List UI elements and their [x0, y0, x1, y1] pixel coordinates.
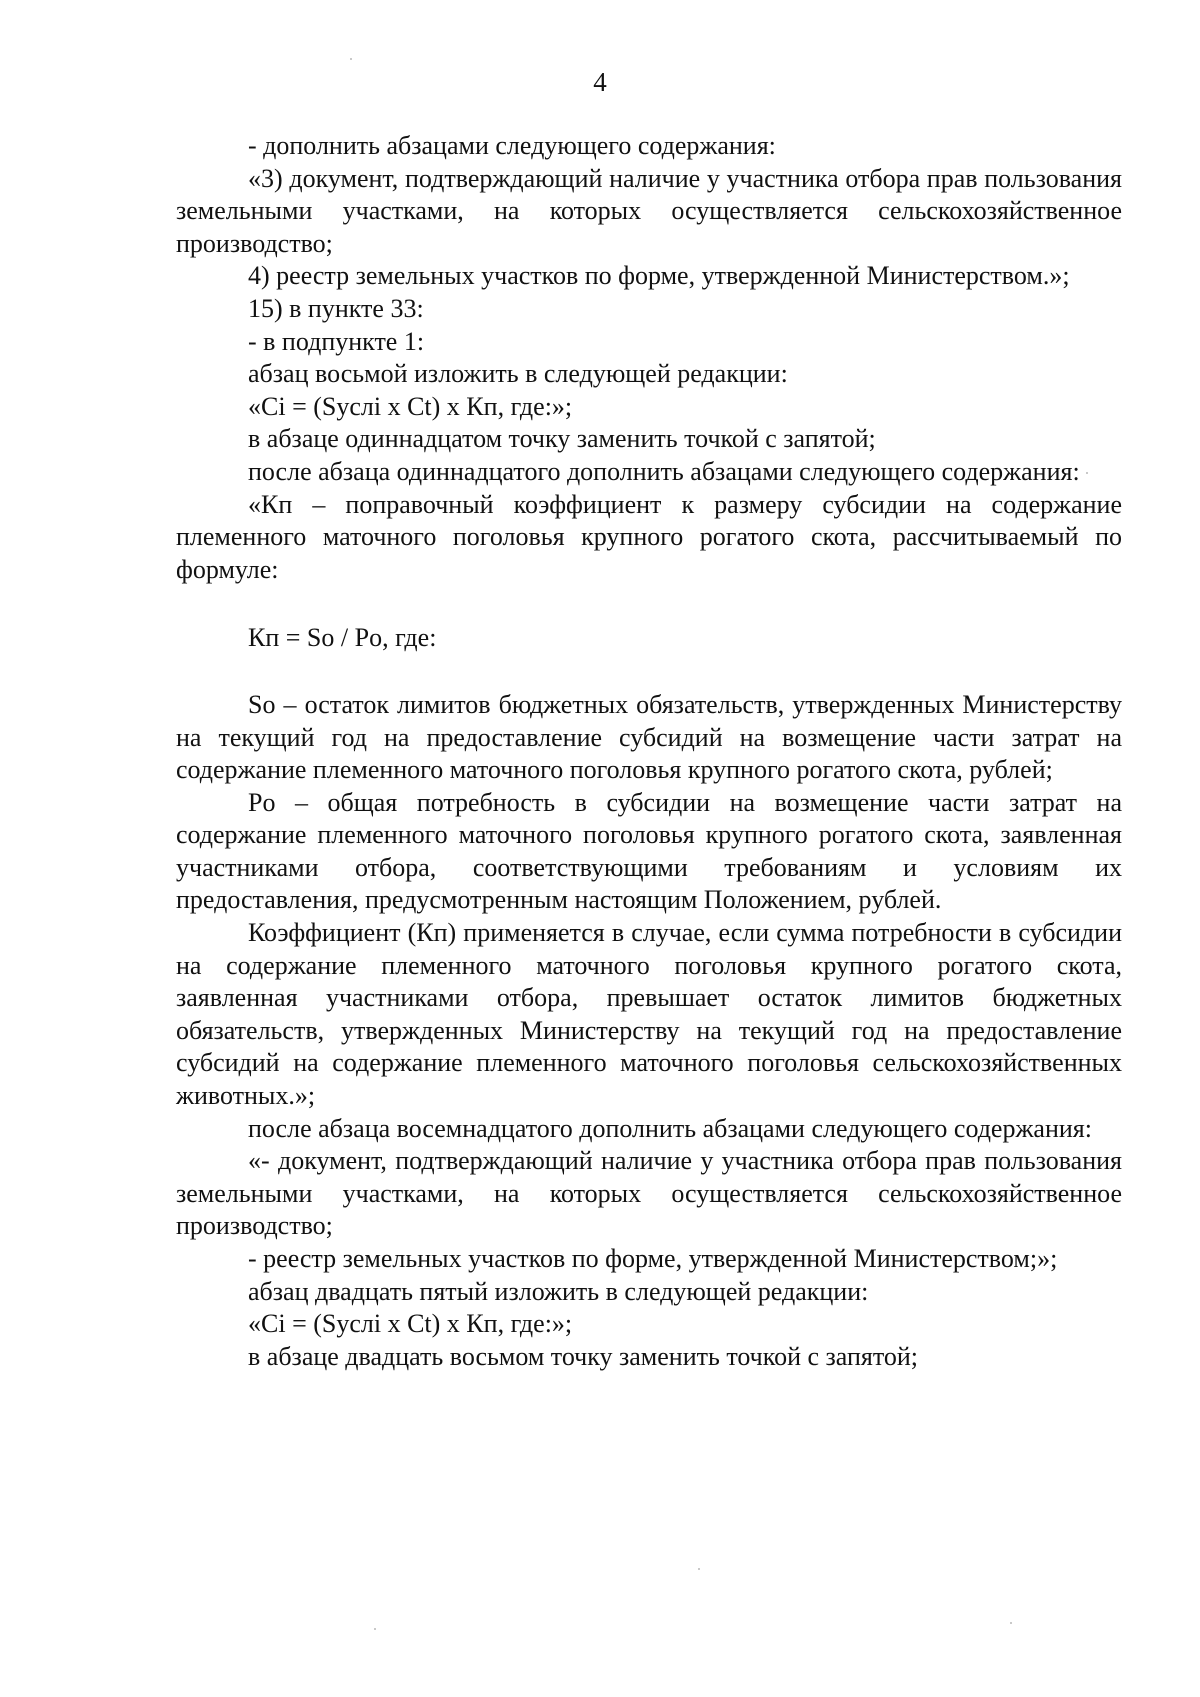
paragraph-eighth-abzac: абзац восьмой изложить в следующей редакции: [248, 359, 788, 389]
scan-speck [698, 1568, 700, 1570]
paragraph-po-definition: Po – общая потребность в субсидии на возмещение части затрат на содержание племенного маточного поголовья крупного рогатого скота, заявленная участниками отбора, соответствующими требованиям и условиям их предоставления, предусмотренным настоящим Положением, рублей. [176, 787, 1122, 915]
paragraph-formula-ci-2: «Ci = (Sуслi x Ct) x Кп, где:»; [248, 1309, 573, 1339]
paragraph-formula-ci: «Ci = (Sуслi x Ct) x Кп, где:»; [248, 391, 573, 421]
paragraph-subpoint-1: - в подпункте 1: [248, 326, 425, 356]
paragraph-twenty-eighth-abzac: в абзаце двадцать восьмом точку заменить точкой с запятой; [248, 1341, 919, 1371]
paragraph-intro: - дополнить абзацами следующего содержания: [248, 131, 776, 160]
paragraph-after-eighteenth: после абзаца восемнадцатого дополнить абзацами следующего содержания: [248, 1113, 1092, 1143]
paragraph-item-4: 4) реестр земельных участков по форме, утвержденной Министерством.»; [248, 261, 1070, 291]
scan-speck [374, 1628, 376, 1630]
paragraph-after-eleventh: после абзаца одиннадцатого дополнить абзацами следующего содержания: [248, 456, 1080, 486]
paragraph-item-3: «3) документ, подтверждающий наличие у участника отбора прав пользования земельными участками, на которых осуществляется сельскохозяйственное производство; [176, 163, 1122, 258]
scan-speck [1010, 1622, 1012, 1624]
paragraph-so-definition: So – остаток лимитов бюджетных обязательств, утвержденных Министерству на текущий год на предоставление субсидий на возмещение части затрат на содержание племенного маточного поголовья крупного рогатого скота, рублей; [176, 689, 1122, 785]
page-number: 4 [593, 67, 607, 97]
paragraph-registry-item: - реестр земельных участков по форме, утвержденной Министерством;»; [248, 1244, 1058, 1273]
paragraph-point-15: 15) в пункте 33: [248, 293, 424, 323]
paragraph-kp-application: Коэффициент (Кп) применяется в случае, если сумма потребности в субсидии на содержание племенного маточного поголовья крупного рогатого скота, заявленная участниками отбора, превышает остаток лимитов бюджетных обязательств, утвержденных Министерству на текущий год на предоставление субсидий на содержание племенного маточного поголовья сельскохозяйственных животных.»; [176, 918, 1122, 1111]
document-body [176, 130, 1122, 1373]
paragraph-document-item: «- документ, подтверждающий наличие у участника отбора прав пользования земельными участками, на которых осуществляется сельскохозяйственное производство; [176, 1146, 1122, 1241]
scan-speck [350, 58, 352, 60]
scan-speck [1086, 472, 1088, 474]
formula-kp: Кп = So / Po, где: [248, 623, 437, 653]
paragraph-eleventh-abzac: в абзаце одиннадцатом точку заменить точкой с запятой; [248, 424, 876, 454]
paragraph-kp-definition: «Кп – поправочный коэффициент к размеру субсидии на содержание племенного маточного поголовья крупного рогатого скота, рассчитываемый по формуле: [176, 489, 1122, 584]
paragraph-twenty-fifth-abzac: абзац двадцать пятый изложить в следующей редакции: [248, 1276, 869, 1306]
